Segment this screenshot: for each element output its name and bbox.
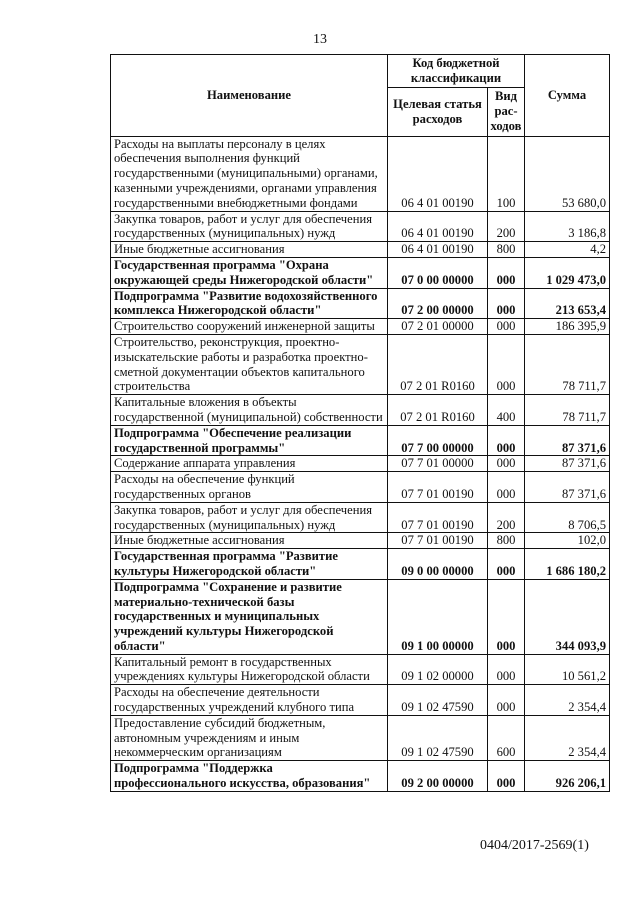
row-name: Подпрограмма "Развитие водохозяйственного комплекса Нижегородской области" [111,288,388,319]
row-expense-type: 000 [488,456,525,472]
row-name: Иные бюджетные ассигнования [111,242,388,258]
row-name: Закупка товаров, работ и услуг для обеспечения государственных (муниципальных) нужд [111,211,388,242]
row-target-item: 09 1 00 00000 [388,579,488,654]
row-name: Государственная программа "Развитие культуры Нижегородской области" [111,549,388,580]
row-name: Расходы на обеспечение деятельности государственных учреждений клубного типа [111,685,388,716]
document-code: 0404/2017-2569(1) [480,838,589,853]
row-sum: 87 371,6 [525,456,610,472]
table-row [111,654,610,685]
table-row [111,334,610,394]
table-row [111,242,610,258]
row-target-item: 07 7 01 00190 [388,472,488,503]
row-expense-type: 600 [488,715,525,760]
row-target-item: 06 4 01 00190 [388,211,488,242]
table-header [111,55,610,137]
header-target-item: Целевая статья расходов [388,87,488,136]
row-name: Подпрограмма "Поддержка профессионального искусства, образования" [111,761,388,792]
row-name: Государственная программа "Охрана окружающей среды Нижегородской области" [111,257,388,288]
row-target-item: 09 2 00 00000 [388,761,488,792]
table-row [111,456,610,472]
row-name: Подпрограмма "Сохранение и развитие материально-технической базы государственных и муниципальных учреждений культуры Нижегородской области" [111,579,388,654]
row-name: Расходы на обеспечение функций государственных органов [111,472,388,503]
row-sum: 2 354,4 [525,715,610,760]
row-expense-type: 000 [488,288,525,319]
row-target-item: 07 2 01 R0160 [388,395,488,426]
row-expense-type: 000 [488,685,525,716]
row-name: Закупка товаров, работ и услуг для обеспечения государственных (муниципальных) нужд [111,502,388,533]
table-row [111,533,610,549]
table-row [111,257,610,288]
row-expense-type: 000 [488,549,525,580]
row-sum: 87 371,6 [525,472,610,503]
row-expense-type: 000 [488,579,525,654]
row-sum: 186 395,9 [525,319,610,335]
table-row [111,136,610,211]
row-target-item: 06 4 01 00190 [388,242,488,258]
row-name: Расходы на выплаты персоналу в целях обеспечения выполнения функций государственными (муниципальными) органами, казенными учреждениями, органами управления государственными внебюджетными фондами [111,136,388,211]
table-row [111,425,610,456]
row-sum: 53 680,0 [525,136,610,211]
row-sum: 3 186,8 [525,211,610,242]
row-target-item: 09 1 02 47590 [388,715,488,760]
budget-table [110,54,610,792]
row-target-item: 07 0 00 00000 [388,257,488,288]
row-expense-type: 000 [488,654,525,685]
row-target-item: 07 2 00 00000 [388,288,488,319]
row-sum: 1 029 473,0 [525,257,610,288]
row-target-item: 09 0 00 00000 [388,549,488,580]
row-sum: 926 206,1 [525,761,610,792]
table-row [111,211,610,242]
row-sum: 213 653,4 [525,288,610,319]
row-name: Капитальный ремонт в государственных учреждениях культуры Нижегородской области [111,654,388,685]
row-target-item: 09 1 02 00000 [388,654,488,685]
row-name: Капитальные вложения в объекты государственной (муниципальной) собственности [111,395,388,426]
row-sum: 78 711,7 [525,395,610,426]
row-sum: 1 686 180,2 [525,549,610,580]
table-row [111,761,610,792]
row-target-item: 09 1 02 47590 [388,685,488,716]
table-row [111,395,610,426]
row-expense-type: 000 [488,425,525,456]
table-row [111,502,610,533]
row-expense-type: 000 [488,257,525,288]
row-name: Строительство, реконструкция, проектно-изыскательские работы и разработка проектно-сметной документации объектов капитального строительства [111,334,388,394]
row-expense-type: 000 [488,472,525,503]
table-row [111,579,610,654]
header-code-group: Код бюджетной классификации [388,55,525,88]
row-sum: 87 371,6 [525,425,610,456]
row-sum: 78 711,7 [525,334,610,394]
row-expense-type: 000 [488,319,525,335]
row-name: Строительство сооружений инженерной защиты [111,319,388,335]
row-expense-type: 100 [488,136,525,211]
row-sum: 10 561,2 [525,654,610,685]
row-sum: 2 354,4 [525,685,610,716]
header-expense-type: Вид рас-ходов [488,87,525,136]
row-target-item: 07 2 01 00000 [388,319,488,335]
row-expense-type: 800 [488,242,525,258]
row-name: Подпрограмма "Обеспечение реализации государственной программы" [111,425,388,456]
row-target-item: 07 2 01 R0160 [388,334,488,394]
table-row [111,472,610,503]
row-target-item: 07 7 01 00190 [388,533,488,549]
row-name: Содержание аппарата управления [111,456,388,472]
row-target-item: 06 4 01 00190 [388,136,488,211]
table-body [111,136,610,791]
header-name: Наименование [111,55,388,137]
row-sum: 4,2 [525,242,610,258]
row-expense-type: 800 [488,533,525,549]
row-expense-type: 400 [488,395,525,426]
row-sum: 102,0 [525,533,610,549]
row-name: Иные бюджетные ассигнования [111,533,388,549]
row-target-item: 07 7 01 00190 [388,502,488,533]
row-target-item: 07 7 01 00000 [388,456,488,472]
table-row [111,549,610,580]
page-number: 13 [313,32,327,47]
table-row [111,715,610,760]
row-sum: 344 093,9 [525,579,610,654]
table-row [111,319,610,335]
row-target-item: 07 7 00 00000 [388,425,488,456]
row-expense-type: 200 [488,211,525,242]
row-sum: 8 706,5 [525,502,610,533]
row-name: Предоставление субсидий бюджетным, автономным учреждениям и иным некоммерческим организациям [111,715,388,760]
row-expense-type: 000 [488,761,525,792]
header-sum: Сумма [525,55,610,137]
row-expense-type: 200 [488,502,525,533]
row-expense-type: 000 [488,334,525,394]
table-row [111,685,610,716]
table-row [111,288,610,319]
